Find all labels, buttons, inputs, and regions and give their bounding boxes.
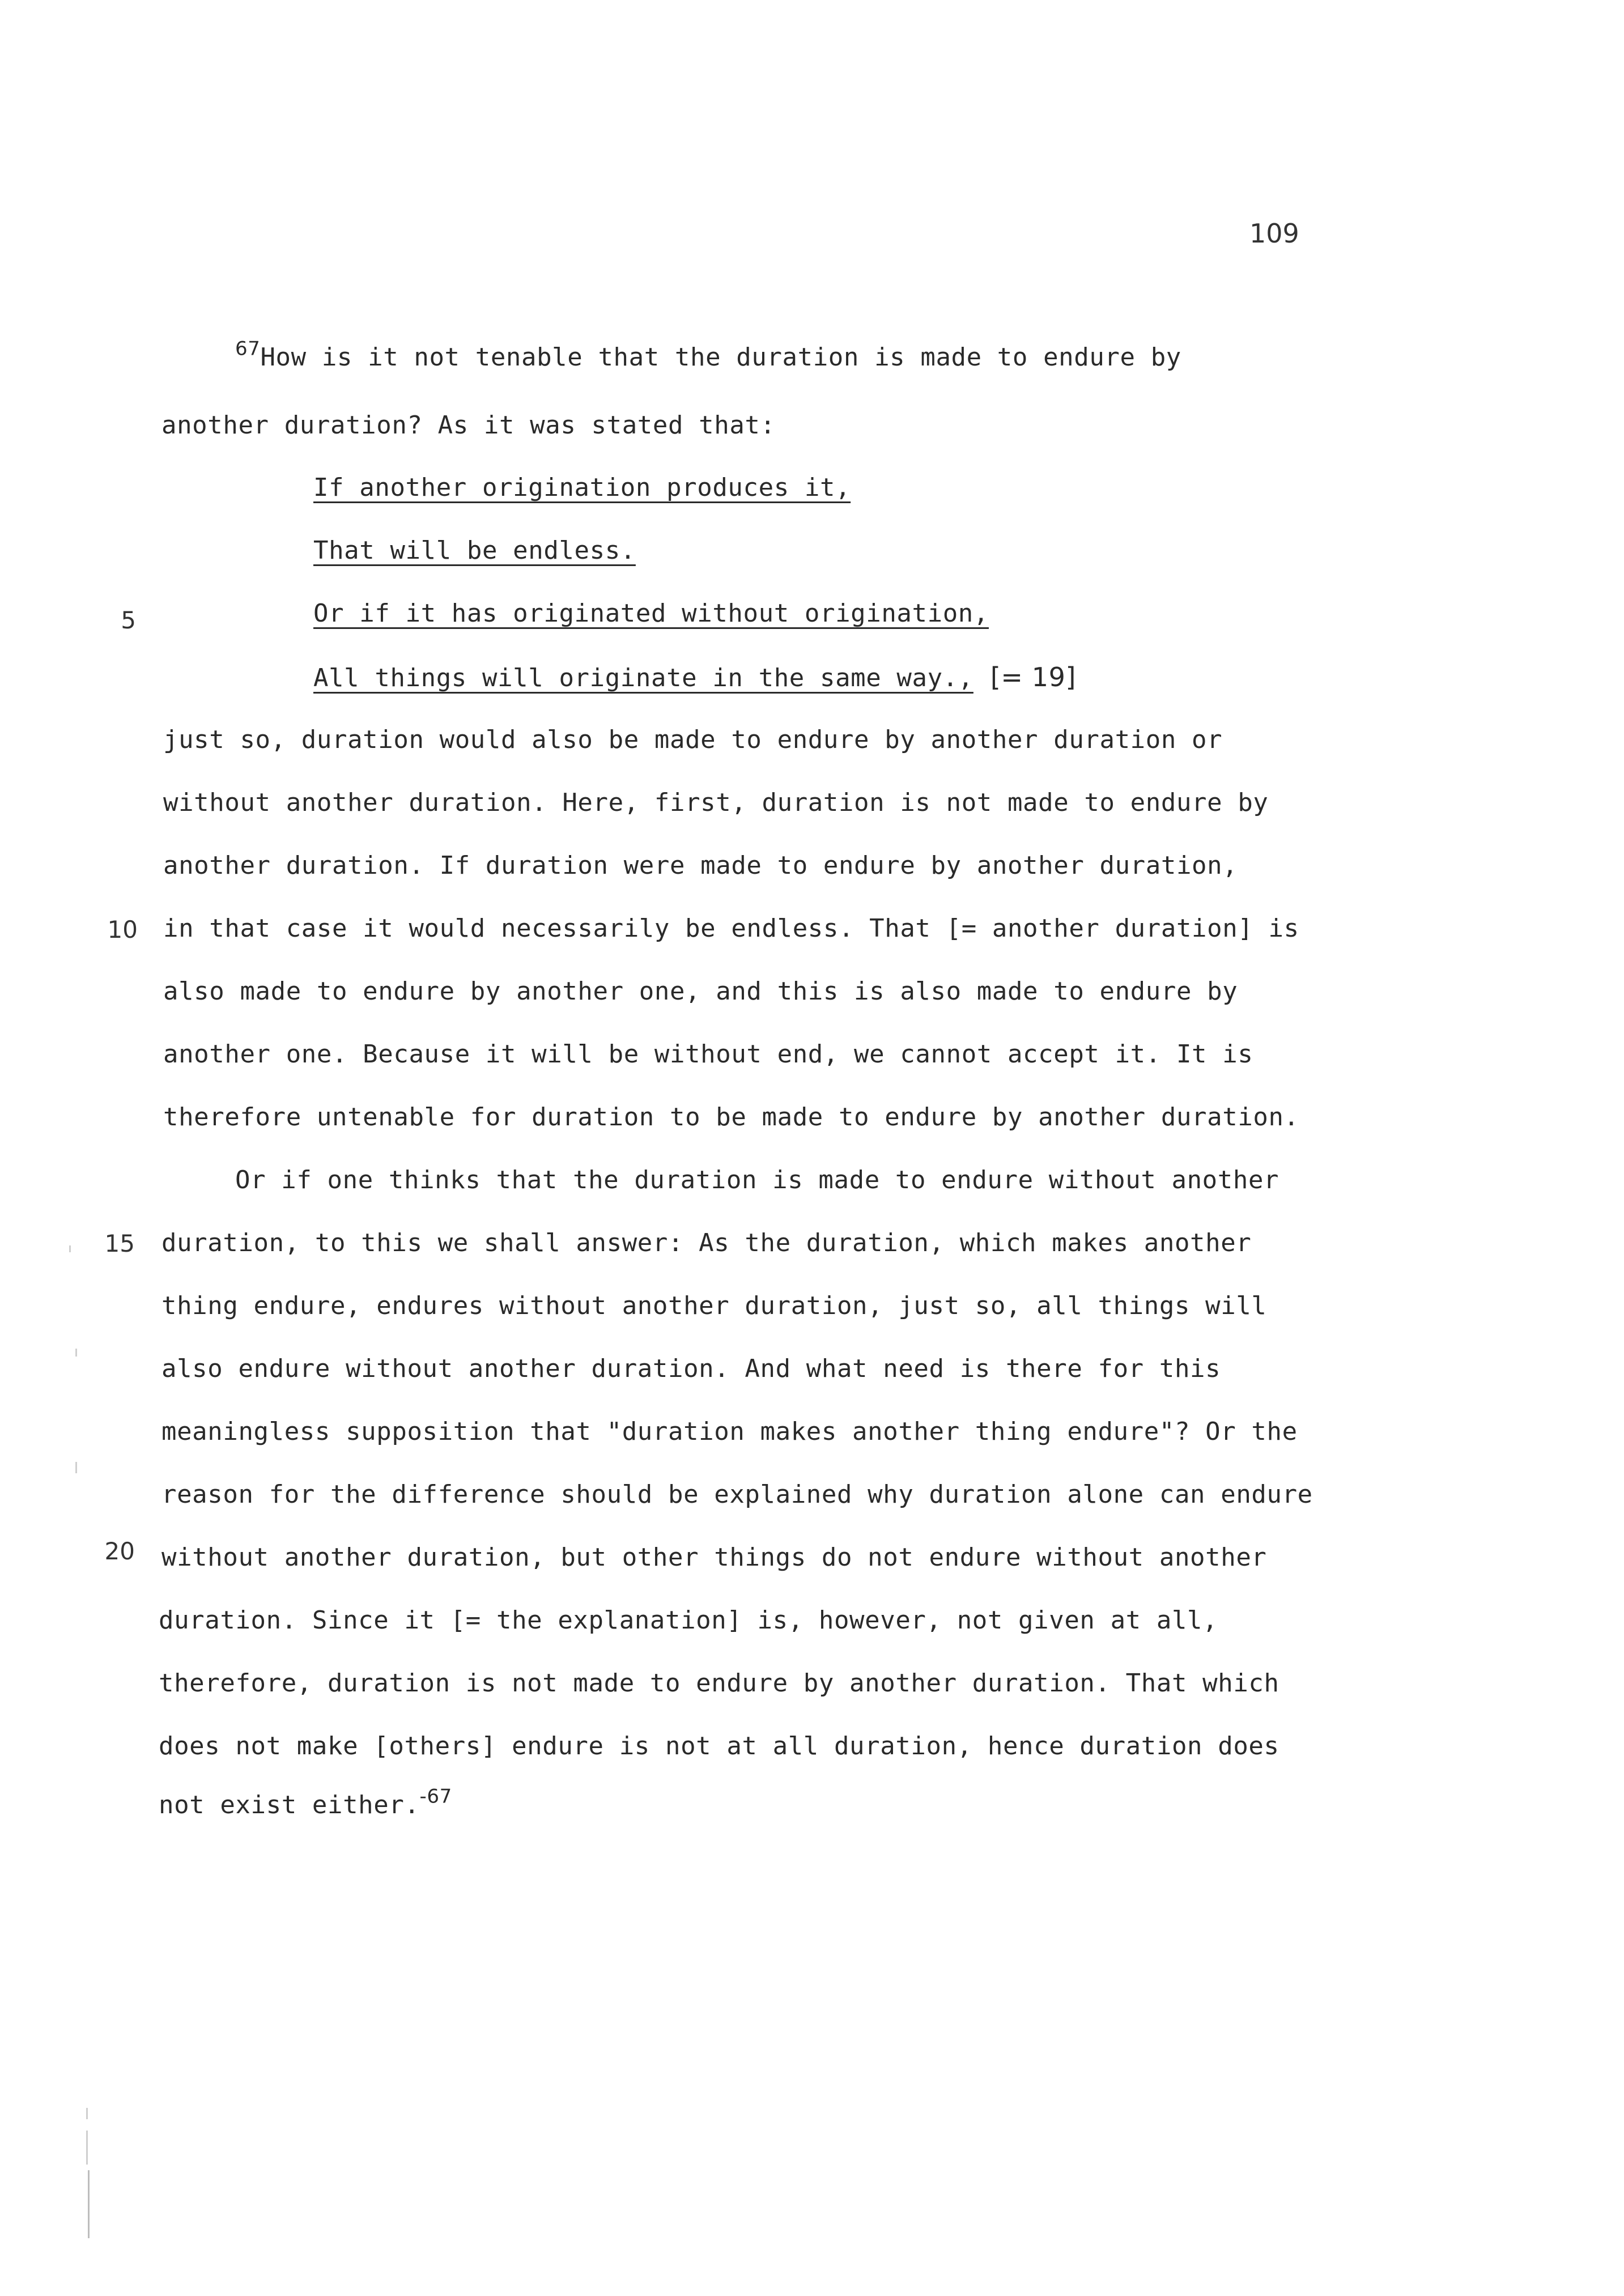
text-line-12: another one. Because it will be without end, we cannot accept it. It is xyxy=(163,1040,1253,1069)
verse-line-2: That will be endless. xyxy=(313,536,636,565)
text-line-10: in that case it would necessarily be endless. That [= another duration] is xyxy=(163,914,1299,943)
scan-mark xyxy=(75,1462,77,1473)
text-line-14: Or if one thinks that the duration is made to endure without another xyxy=(235,1166,1279,1194)
text-line-19: reason for the difference should be explained why duration alone can endure xyxy=(161,1480,1313,1509)
text-line-20: without another duration, but other things do not endure without another xyxy=(161,1543,1267,1572)
scan-mark xyxy=(75,1349,77,1357)
line-number-20: 20 xyxy=(104,1537,135,1565)
text-line-21: duration. Since it [= the explanation] is, however, not given at all, xyxy=(159,1606,1218,1635)
text-line-18: meaningless supposition that "duration makes another thing endure"? Or the xyxy=(161,1417,1298,1446)
text-line-24 xyxy=(159,1785,452,1819)
text-line-9: another duration. If duration were made to endure by another duration, xyxy=(163,851,1238,880)
text-line-13: therefore untenable for duration to be made to endure by another duration. xyxy=(163,1103,1299,1132)
text-line-2-content: another duration? As it was stated that: xyxy=(161,411,776,440)
text-line-17: also endure without another duration. And what need is there for this xyxy=(161,1354,1221,1383)
scan-mark xyxy=(86,2131,88,2165)
text-line-16: thing endure, endures without another duration, just so, all things will xyxy=(161,1291,1267,1320)
scan-mark xyxy=(86,2108,88,2119)
footnote-marker: 67 xyxy=(235,337,261,360)
text-line-22: therefore, duration is not made to endure by another duration. That which xyxy=(159,1669,1279,1698)
verse-reference: [= 19] xyxy=(990,662,1077,692)
verse-line-3: Or if it has originated without origination, xyxy=(313,599,989,628)
text-line-11: also made to endure by another one, and this is also made to endure by xyxy=(163,977,1238,1006)
text-line-1 xyxy=(235,337,1181,372)
text-line-24-content: not exist either. xyxy=(159,1791,420,1819)
text-line-8: without another duration. Here, first, duration is not made to endure by xyxy=(163,788,1269,817)
text-line-23: does not make [others] endure is not at all duration, hence duration does xyxy=(159,1732,1279,1761)
text-line-15: duration, to this we shall answer: As the duration, which makes another xyxy=(161,1228,1252,1257)
page-number: 109 xyxy=(1249,218,1299,249)
scan-mark xyxy=(69,1245,71,1252)
text-line-7: just so, duration would also be made to endure by another duration or xyxy=(163,725,1223,754)
verse-line-1: If another origination produces it, xyxy=(313,473,851,502)
verse-line-4 xyxy=(313,662,1076,692)
line-number-5: 5 xyxy=(121,606,136,634)
text-line-1-content: How is it not tenable that the duration is made to endure by xyxy=(260,343,1181,372)
line-number-10: 10 xyxy=(107,916,138,943)
verse-line-4-content: All things will originate in the same way., xyxy=(313,664,973,692)
text-line-2 xyxy=(161,411,776,440)
scan-mark xyxy=(88,2170,90,2238)
line-number-15: 15 xyxy=(104,1230,135,1257)
end-marker: -67 xyxy=(419,1785,452,1808)
